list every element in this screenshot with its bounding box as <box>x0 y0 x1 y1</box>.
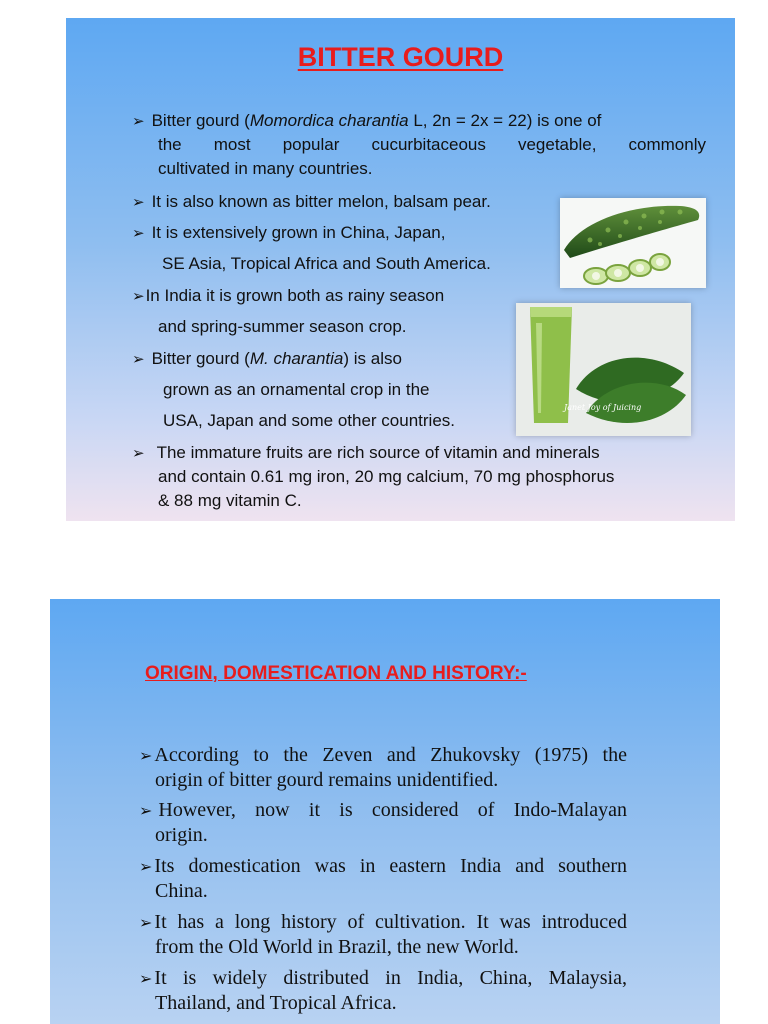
arrow-bullet-icon: ➢ <box>139 801 153 820</box>
bullet-3: ➢ Its domestication was in eastern India and southern China. <box>139 855 627 902</box>
image-caption: Janet Joy of Juicing <box>564 403 642 412</box>
bullet-1: ➢ According to the Zeven and Zhukovsky (1975) the origin of bitter gourd remains unidentified. <box>139 744 627 791</box>
bullet-4: ➢In India it is grown both as rainy season and spring-summer season crop. <box>132 286 445 336</box>
arrow-bullet-icon: ➢ <box>139 969 153 988</box>
bullet-6: ➢ The immature fruits are rich source of vitamin and minerals and contain 0.61 mg iron, 20 mg calcium, 70 mg phosphorus & 88 mg vitamin C. <box>132 443 615 510</box>
arrow-bullet-icon: ➢ <box>139 913 153 932</box>
arrow-bullet-icon: ➢ <box>139 746 153 765</box>
bullet-1: ➢ Bitter gourd (Momordica charantia L, 2n = 2x = 22) is one of the most popular cucurbitaceous vegetable, commonly cultivated in many countries. <box>132 111 706 178</box>
bullet-2: ➢ However, now it is considered of Indo-Malayan origin. <box>139 799 627 846</box>
arrow-bullet-icon: ➢ <box>132 287 145 305</box>
bullet-5: ➢ Bitter gourd (M. charantia) is also grown as an ornamental crop in the USA, Japan and some other countries. <box>132 349 455 430</box>
bitter-gourd-photo <box>560 198 706 288</box>
bullet-3: ➢ It is extensively grown in China, Japan, SE Asia, Tropical Africa and South America. <box>132 223 491 273</box>
bullet-5: ➢ It is widely distributed in India, China, Malaysia, Thailand, and Tropical Africa. <box>139 967 627 1014</box>
slide-bitter-gourd <box>66 18 735 521</box>
arrow-bullet-icon: ➢ <box>132 224 145 242</box>
bitter-gourd-juice-photo <box>516 303 691 436</box>
slide-title: BITTER GOURD <box>297 42 504 72</box>
bullet-2: ➢ It is also known as bitter melon, balsam pear. <box>132 192 491 211</box>
arrow-bullet-icon: ➢ <box>132 193 145 211</box>
arrow-bullet-icon: ➢ <box>132 350 145 368</box>
arrow-bullet-icon: ➢ <box>132 112 145 130</box>
arrow-bullet-icon: ➢ <box>139 857 153 876</box>
slide-title: ORIGIN, DOMESTICATION AND HISTORY:- <box>145 663 527 684</box>
slide-origin-history <box>50 599 720 1024</box>
bullet-4: ➢ It has a long history of cultivation. It was introduced from the Old World in Brazil, the new World. <box>139 911 627 958</box>
arrow-bullet-icon: ➢ <box>132 444 145 462</box>
